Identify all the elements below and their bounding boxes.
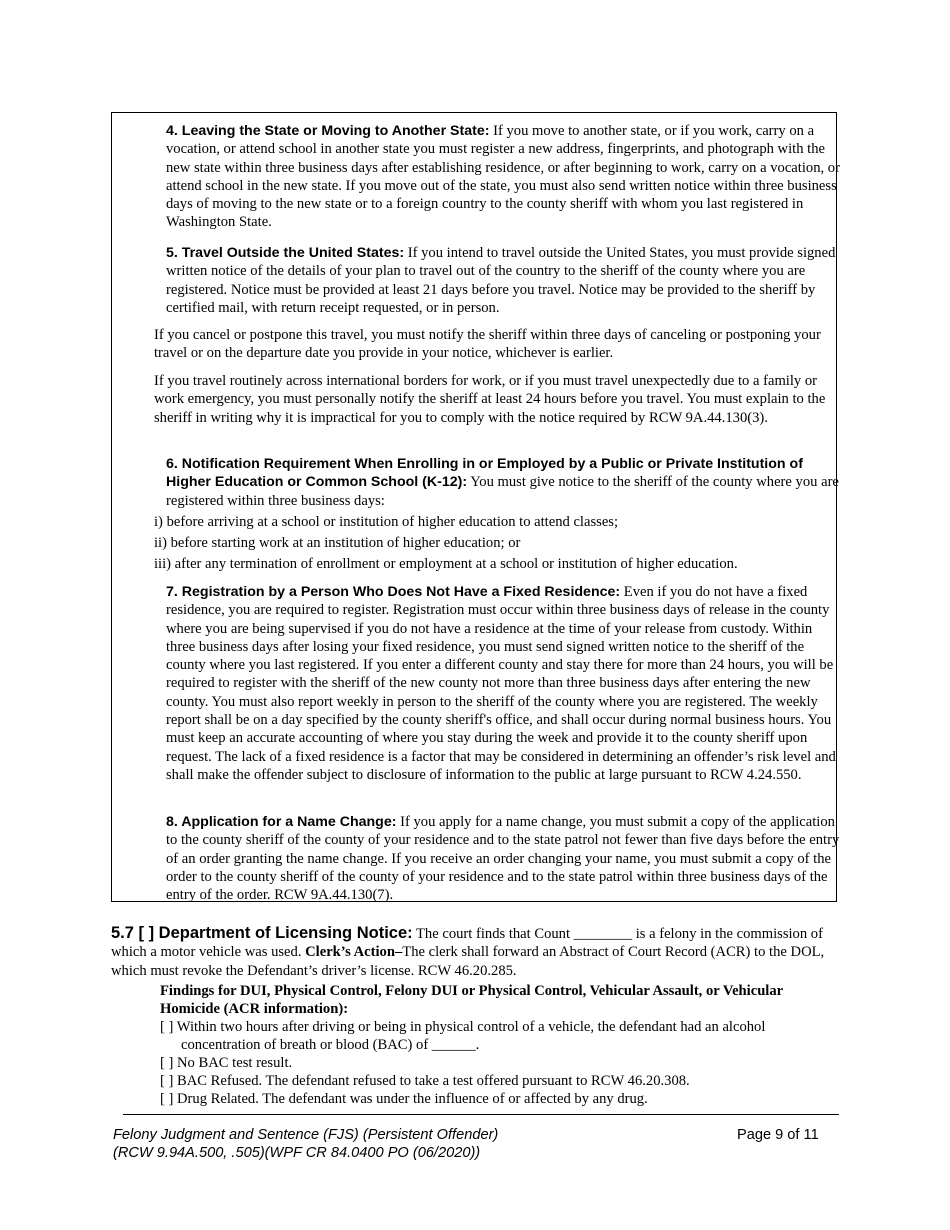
section-5-7-text: The court finds that Count ________ is a felony in the commission of which a motor vehicle was used. bbox=[111, 926, 823, 961]
section-8-paragraph bbox=[154, 813, 842, 904]
section-6-item: i) before arriving at a school or institution of higher education to attend classes; bbox=[154, 514, 619, 530]
section-5-heading: 5. Travel Outside the United States: bbox=[166, 245, 405, 261]
section-6-item: iii) after any termination of enrollment or employment at a school or institution of higher education. bbox=[154, 556, 738, 572]
page-number: Page 9 of 11 bbox=[737, 1127, 819, 1143]
clerk-action-text: The clerk shall forward an Abstract of Court Record (ACR) to the DOL, which must revoke the Defendant’s driver’s license. RCW 46.20.285. bbox=[111, 944, 825, 979]
section-5-text: If you intend to travel outside the United States, you must provide signed written notice of the details of your plan to travel out of the country to the sheriff of the county where you are registered. Notice must be provided at least 21 days before you travel. Notice may be provided to the sheriff by certified mail, with return receipt requested, or in person. bbox=[166, 245, 836, 316]
section-4-paragraph bbox=[154, 122, 842, 232]
clerk-action-label: Clerk’s Action– bbox=[305, 944, 403, 961]
section-5-7 bbox=[111, 924, 841, 980]
footer-line-1: Felony Judgment and Sentence (FJS) (Persistent Offender) bbox=[113, 1127, 499, 1143]
section-7-heading: 7. Registration by a Person Who Does Not Have a Fixed Residence: bbox=[166, 584, 621, 600]
checkbox-bac-refused[interactable]: [ ] BAC Refused. The defendant refused to take a test offered pursuant to RCW 46.20.308. bbox=[160, 1073, 690, 1089]
section-6-item: ii) before starting work at an institution of higher education; or bbox=[154, 535, 521, 551]
section-5-7-heading: 5.7 [ ] Department of Licensing Notice: bbox=[111, 924, 413, 942]
checkbox-no-bac[interactable]: [ ] No BAC test result. bbox=[160, 1055, 293, 1071]
section-8-heading: 8. Application for a Name Change: bbox=[166, 814, 397, 830]
section-7-paragraph bbox=[154, 583, 842, 784]
footer-divider bbox=[123, 1114, 839, 1115]
section-6-heading: 6. Notification Requirement When Enrolling in or Employed by a Public or Private Institution of Higher Education or Common School (K-12): bbox=[166, 456, 803, 491]
section-7-text: Even if you do not have a fixed residence, you are required to register. Registration must occur within three business days of release in the county where you are being supervised if you do not have a residence at the time of your release from custody. Within three business days after losing your fixed residence, you must send signed written notice to the sheriff of the county where you last registered. If you enter a different county and stay there for more than 24 hours, you will be required to register with the sheriff of the new county not more than three business days after entering the new county. You must also report weekly in person to the sheriff of the county where you are registered. The weekly report shall be on a day specified by the county sheriff's office, and shall occur during normal business hours. You must keep an accurate accounting of where you stay during the week and provide it to the county sheriff upon request. The lack of a fixed residence is a factor that may be considered in determining an offender’s risk level and shall make the offender subject to disclosure of information to the public at large pursuant to RCW 4.24.550. bbox=[166, 584, 836, 783]
section-5-routine-travel-paragraph: If you travel routinely across international borders for work, or if you must travel unexpectedly due to a family or work emergency, you must personally notify the sheriff at least 24 hours before you travel. You must explain to the sheriff in writing why it is impractical for you to comply with the notice required by RCW 9A.44.130(3). bbox=[154, 373, 826, 426]
checkbox-drug-related[interactable]: [ ] Drug Related. The defendant was under the influence of or affected by any drug. bbox=[160, 1091, 648, 1107]
section-5-cancel-paragraph: If you cancel or postpone this travel, you must notify the sheriff within three days of canceling or postponing your travel or on the departure date you provide in your notice, whichever is earlier. bbox=[154, 327, 821, 362]
section-6-text: You must give notice to the sheriff of the county where you are registered within three business days: bbox=[166, 474, 839, 509]
checkbox-bac-within-two-hours[interactable]: [ ] Within two hours after driving or being in physical control of a vehicle, the defendant had an alcohol bbox=[160, 1019, 766, 1035]
footer-line-2: (RCW 9.94A.500, .505)(WPF CR 84.0400 PO (06/2020)) bbox=[113, 1145, 481, 1162]
section-6-paragraph bbox=[154, 455, 842, 510]
checkbox-bac-continuation: concentration of breath or blood (BAC) of ______. bbox=[181, 1037, 480, 1053]
findings-heading: Findings for DUI, Physical Control, Felony DUI or Physical Control, Vehicular Assault, or Vehicular Homicide (ACR information): bbox=[160, 983, 783, 1018]
footer-form-title bbox=[113, 1126, 498, 1163]
section-4-text: If you move to another state, or if you work, carry on a vocation, or attend school in another state you must register a new address, fingerprints, and photograph with the new state within three business days after establishing residence, or after beginning to work, carry on a vocation, or attend school in the new state. If you move out of the state, you must also send written notice within three business days of moving to the new state or to a foreign country to the county sheriff with whom you last registered in Washington State. bbox=[166, 123, 840, 231]
section-4-heading: 4. Leaving the State or Moving to Another State: bbox=[166, 123, 490, 139]
section-5-paragraph bbox=[154, 244, 842, 317]
section-8-text: If you apply for a name change, you must submit a copy of the application to the county sheriff of the county of your residence and to the state patrol not fewer than five days before the entry of an order granting the name change. If you receive an order changing your name, you must submit a copy of the order to the county sheriff of the county of your residence and to the state patrol within three business days of the entry of the order. RCW 9A.44.130(7). bbox=[166, 814, 840, 904]
